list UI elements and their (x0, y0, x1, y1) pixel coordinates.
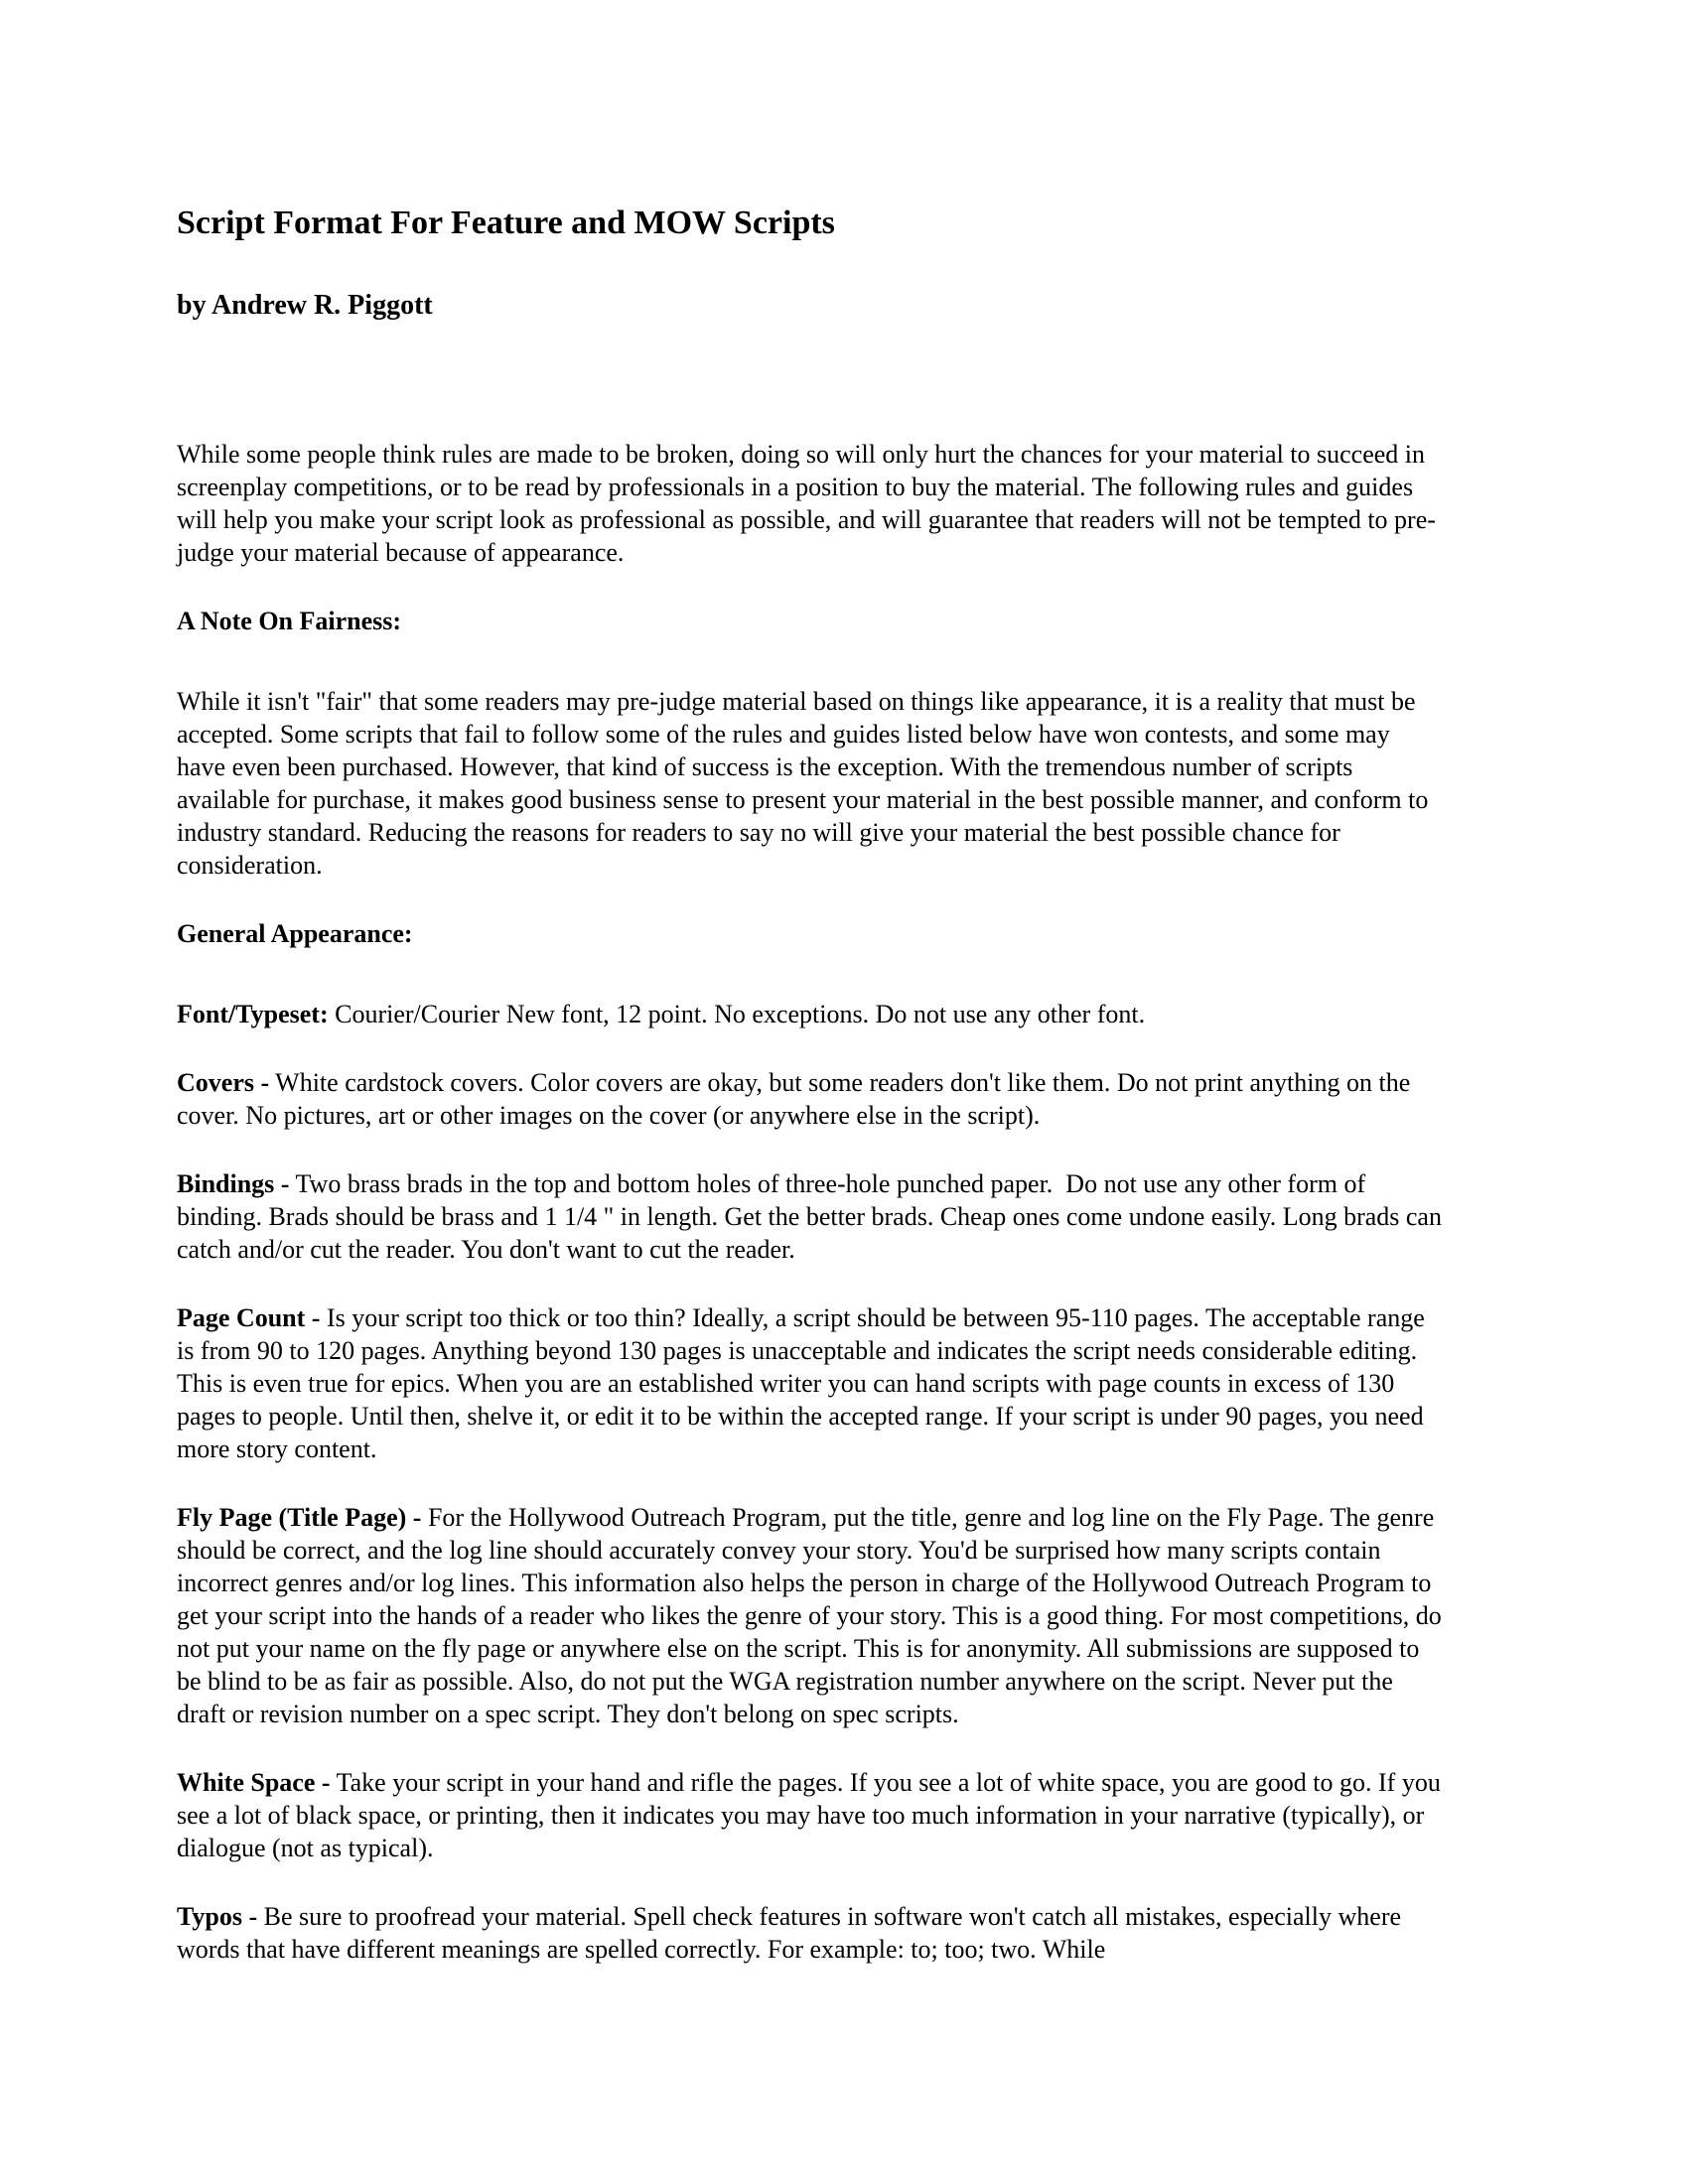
page-title: Script Format For Feature and MOW Scripts (177, 205, 835, 241)
guideline-bindings-term: Bindings - (177, 1169, 290, 1198)
guideline-fly-page-term: Fly Page (Title Page) - (177, 1503, 422, 1532)
fairness-paragraph: While it isn't "fair" that some readers may pre-judge material based on things like appearance, it is a reality that must be accepted. Some scripts that fail to follow some of the rules and guides listed below have won contests, and some may have even been purchased. However, that kind of success is the exception. With the tremendous number of scripts available for purchase, it makes good business sense to present your material in the best possible manner, and conform to industry standard. Reducing the reasons for readers to say no will give your material the best possible chance for consideration. (177, 687, 1435, 880)
guideline-fly-page (177, 1501, 1449, 1730)
guideline-page-count-body: Is your script too thick or too thin? Ideally, a script should be between 95-110 pages. The acceptable range is from 90 to 120 pages. Anything beyond 130 pages is unacceptable and indicates the script needs considerable editing. This is even true for epics. When you are an established writer you can hand scripts with page counts in excess of 130 pages to people. Until then, shelve it, or edit it to be within the accepted range. If your script is under 90 pages, you need more story content. (177, 1303, 1432, 1463)
guideline-typos (177, 1900, 1445, 1966)
section-heading-fairness: A Note On Fairness: (177, 607, 402, 635)
section-heading-general-appearance: General Appearance: (177, 919, 413, 948)
guideline-page-count (177, 1301, 1445, 1465)
intro-paragraph: While some people think rules are made to be broken, doing so will only hurt the chances for your material to succeed in screenplay competitions, or to be read by professionals in a position to buy the material. The following rules and guides will help you make your script look as professional as possible, and will guarantee that readers will not be tempted to pre-judge your material because of appearance. (177, 440, 1436, 567)
guideline-typos-term: Typos - (177, 1902, 258, 1931)
guideline-font-typeset (177, 998, 1445, 1030)
guideline-covers-body: White cardstock covers. Color covers are okay, but some readers don't like them. Do not print anything on the cover. No pictures, art or other images on the cover (or anywhere else in the script). (177, 1068, 1417, 1130)
byline: by Andrew R. Piggott (177, 290, 433, 321)
guideline-covers-term: Covers - (177, 1068, 270, 1097)
guideline-bindings-body: Two brass brads in the top and bottom holes of three-hole punched paper. Do not use any other form of binding. Brads should be brass and 1 1/4 " in length. Get the better brads. Cheap ones come undone easily. Long brads can catch and/or cut the reader. You don't want to cut the reader. (177, 1169, 1449, 1264)
guideline-page-count-term: Page Count - (177, 1303, 321, 1332)
document-content (177, 204, 1449, 1966)
guideline-typos-body: Be sure to proofread your material. Spell check features in software won't catch all mistakes, especially where words that have different meanings are spelled correctly. For example: to; too; two. While (177, 1902, 1408, 1964)
guideline-bindings (177, 1167, 1449, 1266)
guideline-white-space (177, 1766, 1448, 1864)
guideline-font-typeset-body: Courier/Courier New font, 12 point. No exceptions. Do not use any other font. (335, 1000, 1146, 1028)
guideline-covers (177, 1066, 1445, 1132)
guideline-white-space-body: Take your script in your hand and rifle the pages. If you see a lot of white space, you are good to go. If you see a lot of black space, or printing, then it indicates you may have too much information in your narrative (typically), or dialogue (not as typical). (177, 1768, 1448, 1862)
guideline-fly-page-body: For the Hollywood Outreach Program, put the title, genre and log line on the Fly Page. The genre should be correct, and the log line should accurately convey your story. You'd be surprised how many scripts contain incorrect genres and/or log lines. This information also helps the person in charge of the Hollywood Outreach Program to get your script into the hands of a reader who likes the genre of your story. This is a good thing. For most competitions, do not put your name on the fly page or anywhere else on the script. This is for anonymity. All submissions are supposed to be blind to be as fair as possible. Also, do not put the WGA registration number anywhere on the script. Never put the draft or revision number on a spec script. They don't belong on spec scripts. (177, 1503, 1449, 1728)
guideline-white-space-term: White Space - (177, 1768, 331, 1797)
guideline-font-typeset-term: Font/Typeset: (177, 1000, 329, 1028)
